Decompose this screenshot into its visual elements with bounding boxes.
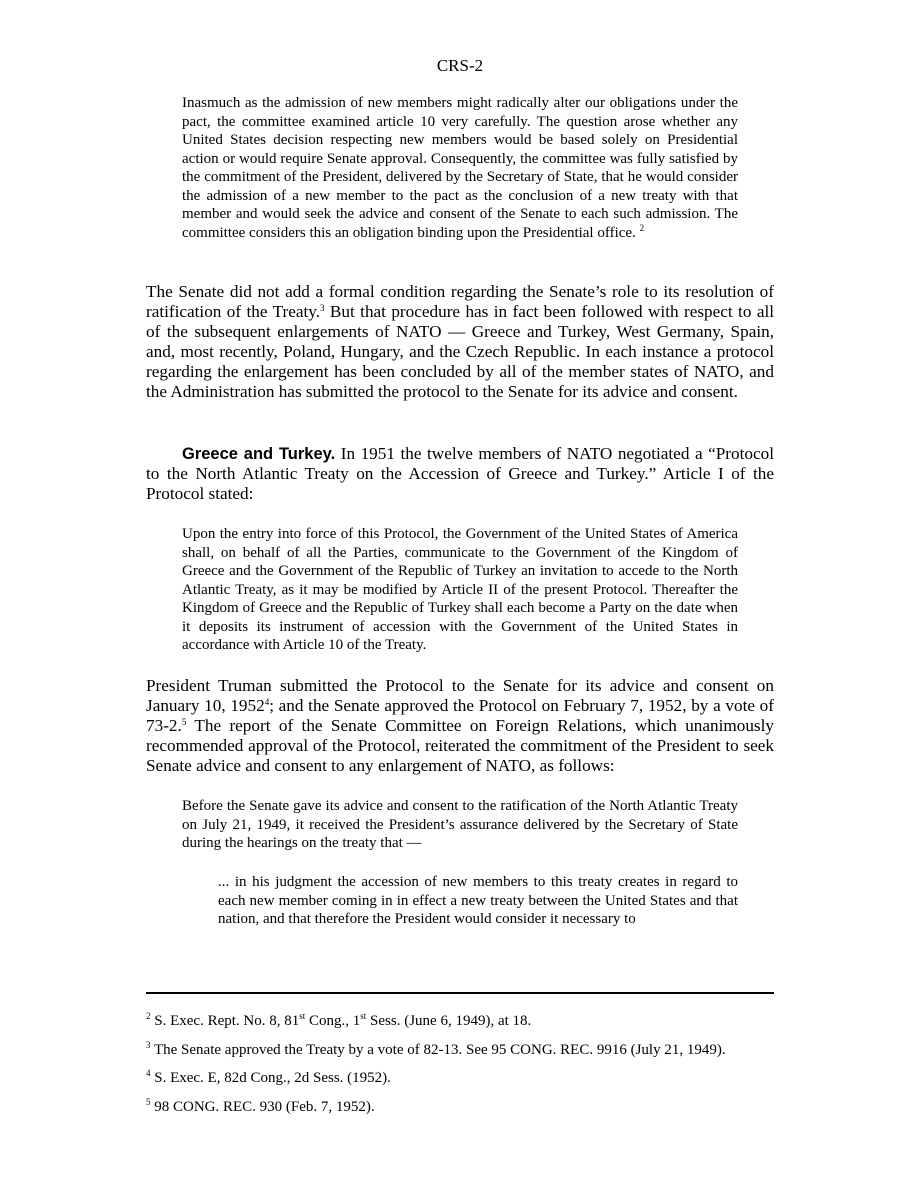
paragraph-text: The report of the Senate Committee on Foreign Relations, which unanimously recommended approval of the Protocol, reiterated the commitment of the President to seek Senate advice and consent to any enlargement of NATO, as follows: xyxy=(146,716,774,775)
footnote-number: 3 xyxy=(146,1040,151,1050)
paragraph-text: The Senate did not add a formal condition regarding the Senate’s role to its resolution of ratification of the Treaty. xyxy=(146,282,774,321)
quote-text: Upon the entry into force of this Protocol, the Government of the United States of America shall, on behalf of all the Parties, communicate to the Government of the Kingdom of Greece and the Government of the Republic of Turkey an invitation to accede to the North Atlantic Treaty, as it may be modified by Article II of the present Protocol. Thereafter the Kingdom of Greece and the Republic of Turkey shall each become a Party on the date when it deposits its instrument of accession with the Government of the United States in accordance with Article 10 of the Treaty. xyxy=(182,526,738,653)
quote-text: ... in his judgment the accession of new members to this treaty creates in regard to each new member coming in in effect a new treaty between the United States and that nation, and that therefore the President would consider it necessary to xyxy=(218,874,738,927)
footnote-text: Cong., 1 xyxy=(305,1013,361,1029)
footnote-number: 5 xyxy=(146,1097,151,1107)
body-paragraph-truman xyxy=(146,676,774,776)
footnote-ref: 4 xyxy=(264,697,270,707)
ordinal-suffix: st xyxy=(360,1011,367,1021)
paragraph-text: In 1951 the twelve members of NATO negotiated a “Protocol to the North Atlantic Treaty on the Accession of Greece and Turkey.” Article I of the Protocol stated: xyxy=(146,444,774,503)
footnote-text: The Senate approved the Treaty by a vote of 82-13. See 95 CONG. REC. 9916 (July 21, 1949). xyxy=(153,1042,726,1058)
footnote-4 xyxy=(146,1069,786,1087)
block-quote-senate-report xyxy=(182,797,738,853)
footnote-number: 4 xyxy=(146,1068,151,1078)
nested-block-quote xyxy=(218,873,738,929)
footnote-5 xyxy=(146,1098,786,1116)
footnote-ref: 5 xyxy=(181,717,187,727)
footnote-text: S. Exec. Rept. No. 8, 81 xyxy=(154,1013,300,1029)
footnote-ref: 3 xyxy=(320,303,325,313)
footnote-text: 98 CONG. REC. 930 (Feb. 7, 1952). xyxy=(154,1099,375,1115)
footnote-3 xyxy=(146,1041,786,1059)
ordinal-suffix: st xyxy=(299,1011,306,1021)
footnote-text: S. Exec. E, 82d Cong., 2d Sess. (1952). xyxy=(154,1070,391,1086)
footnote-ref: 2 xyxy=(639,222,645,233)
footnote-number: 2 xyxy=(146,1011,151,1021)
paragraph-text: President Truman submitted the Protocol to the Senate for its advice and consent on January 10, 1952 xyxy=(146,676,774,715)
quote-text: Inasmuch as the admission of new members might radically alter our obligations under the pact, the committee examined article 10 very carefully. The question arose whether any United States decision respecting new members would be based solely on Presidential action or would require Senate approval. Consequently, the committee was fully satisfied by the commitment of the President, delivered by the Secretary of State, that he would consider the admission of a new member to the pact as the conclusion of a new treaty with that member and would seek the advice and consent of the Senate to each such admission. The committee considers this an obligation binding upon the Presidential office. xyxy=(182,95,738,241)
block-quote-protocol-article xyxy=(182,525,738,655)
block-quote-committee-report xyxy=(182,94,738,242)
page-header: CRS-2 xyxy=(436,56,484,75)
paragraph-text: But that procedure has in fact been followed with respect to all of the subsequent enlargements of NATO — Greece and Turkey, West Germany, Spain, and, most recently, Poland, Hungary, and the Czech Republic. In each instance a protocol regarding the enlargement has been concluded by all of the member states of NATO, and the Administration has submitted the protocol to the Senate for its advice and consent. xyxy=(146,302,774,401)
body-paragraph-greece-turkey xyxy=(146,444,774,504)
body-paragraph-senate-role xyxy=(146,282,774,402)
section-heading: Greece and Turkey. xyxy=(182,445,336,463)
footnote-text: Sess. (June 6, 1949), at 18. xyxy=(366,1013,532,1029)
footnote-separator xyxy=(146,992,774,994)
paragraph-text: ; and the Senate approved the Protocol on February 7, 1952, by a vote of 73-2. xyxy=(146,696,774,735)
footnote-2 xyxy=(146,1012,786,1030)
quote-text: Before the Senate gave its advice and consent to the ratification of the North Atlantic Treaty on July 21, 1949, it received the President’s assurance delivered by the Secretary of State during the hearings on the treaty that — xyxy=(182,798,738,851)
